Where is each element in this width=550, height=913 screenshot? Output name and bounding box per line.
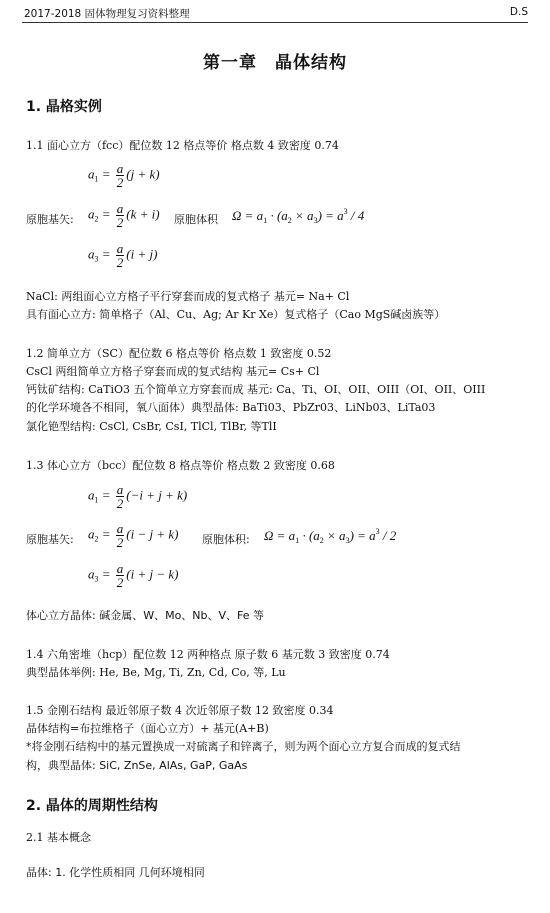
fcc-examples-line: 具有面心立方: 简单格子（Al、Cu、Ag; Ar Kr Xe）复式格子（Cao MgS碱卤族等） [26, 308, 446, 321]
sc-line: 1.2 简单立方（SC）配位数 6 格点等价 格点数 1 致密度 0.52 [26, 347, 332, 360]
section-heading-2: 2. 晶体的周期性结构 [26, 798, 158, 814]
bcc-a1-formula: $a_1$ = $\frac{a}{2}$ (−i + j + k) [88, 482, 188, 511]
bcc-a3-formula: $a_3$ = $\frac{a}{2}$ (i + j − k) [88, 561, 179, 590]
header-right: D.S [509, 6, 528, 18]
bcc-basis-label: 原胞基矢: [26, 533, 74, 546]
header-left: 2017-2018 固体物理复习资料整理 [24, 8, 190, 20]
crystal-definition-line: 晶体: 1. 化学性质相同 几何环境相同 [26, 866, 205, 879]
hcp-examples-line: 典型晶体举例: He, Be, Mg, Ti, Zn, Cd, Co, 等, Lu [26, 666, 286, 679]
cscl-line: CsCl 两组简单立方格子穿套而成的复式结构 基元= Cs+ Cl [26, 365, 320, 378]
bcc-volume-formula: $\Omega = a_1 \cdot (a_2 \times a_3) = a^3 / 2$ [264, 527, 397, 545]
bcc-volume-label: 原胞体积: [202, 533, 250, 546]
cscl-type-line: 氯化铯型结构: CsCl, CsBr, CsI, TlCl, TlBr, 等TlI [26, 420, 277, 433]
nacl-line: NaCl: 两组面心立方格子平行穿套而成的复式格子 基元= Na+ Cl [26, 290, 350, 303]
basic-concepts-line: 2.1 基本概念 [26, 831, 91, 844]
fcc-volume-label: 原胞体积 [174, 213, 218, 226]
perovskite-line-2: 的化学环境各不相同，氧八面体）典型晶体: BaTi03、PbZr03、LiNb03、LiTa03 [26, 401, 436, 414]
bcc-crystals-line: 体心立方晶体: 碱金属、W、Mo、Nb、V、Fe 等 [26, 609, 265, 622]
fcc-a2-formula: $a_2$ = $\frac{a}{2}$ (k + i) [88, 201, 160, 230]
fcc-basis-label: 原胞基矢: [26, 213, 74, 226]
hcp-line: 1.4 六角密堆（hcp）配位数 12 两种格点 原子数 6 基元数 3 致密度 0.74 [26, 648, 390, 661]
diamond-note-line-1: *将金刚石结构中的基元置换成一对硫离子和锌离子，则为两个面心立方复合而成的复式结 [26, 740, 461, 753]
header-rule [22, 22, 528, 23]
page-header [24, 6, 528, 22]
chapter-name: 晶体结构 [275, 53, 347, 73]
bcc-a2-formula: $a_2$ = $\frac{a}{2}$ (i − j + k) [88, 521, 179, 550]
chapter-number: 第一章 [203, 53, 257, 73]
diamond-structure-line: 晶体结构=布拉维格子（面心立方）+ 基元(A+B) [26, 722, 269, 735]
fcc-a3-formula: $a_3$ = $\frac{a}{2}$ (i + j) [88, 241, 158, 270]
fcc-volume-formula: $\Omega = a_1 \cdot (a_2 \times a_3) = a^3 / 4$ [232, 207, 365, 225]
diamond-note-line-2: 构，典型晶体: SiC, ZnSe, AlAs, GaP, GaAs [26, 759, 248, 772]
fcc-line: 1.1 面心立方（fcc）配位数 12 格点等价 格点数 4 致密度 0.74 [26, 139, 339, 152]
bcc-line: 1.3 体心立方（bcc）配位数 8 格点等价 格点数 2 致密度 0.68 [26, 459, 335, 472]
diamond-line: 1.5 金刚石结构 最近邻原子数 4 次近邻原子数 12 致密度 0.34 [26, 704, 334, 717]
chapter-title [0, 48, 550, 73]
section-heading-1: 1. 晶格实例 [26, 99, 102, 115]
perovskite-line-1: 钙钛矿结构: CaTiO3 五个简单立方穿套而成 基元: Ca、Ti、OI、OII、OIII（OI、OII、OIII [26, 383, 486, 396]
fcc-a1-formula: $a_1$ = $\frac{a}{2}$ (j + k) [88, 161, 160, 190]
